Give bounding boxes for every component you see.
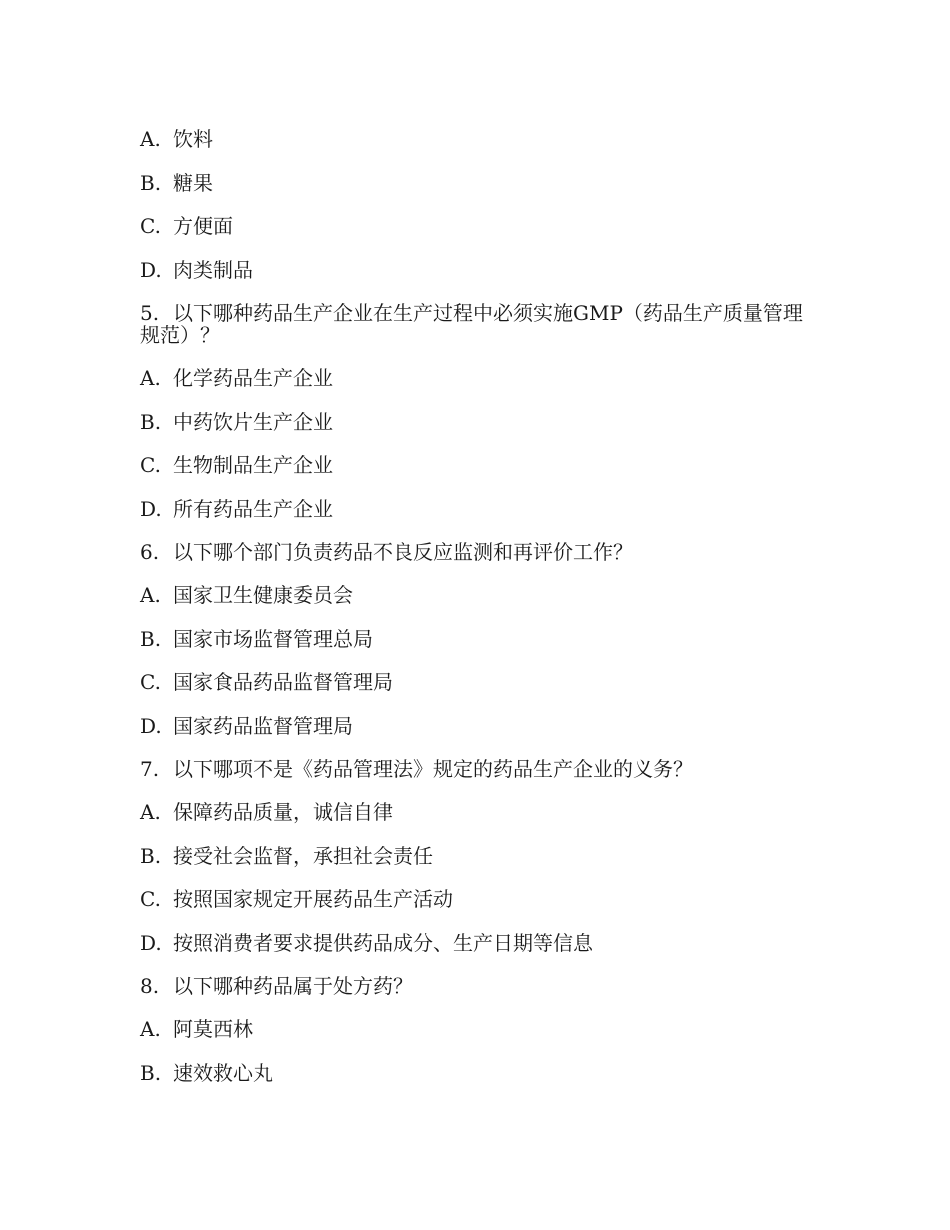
option-text: 国家市场监督管理总局	[173, 626, 373, 651]
question-text: 以下哪种药品属于处方药？	[173, 974, 413, 998]
option-label: A.	[140, 1017, 161, 1041]
option-line	[140, 215, 820, 237]
question-text: 以下哪种药品生产企业在生产过程中必须实施GMP（药品生产质量管理规范）？	[140, 301, 803, 347]
option-line	[140, 172, 820, 194]
option-text: 化学药品生产企业	[173, 366, 333, 390]
option-label: A.	[140, 366, 161, 390]
question-number: 5.	[140, 301, 160, 325]
option-label: D.	[140, 930, 162, 955]
option-text: 按照消费者要求提供药品成分、生产日期等信息	[173, 930, 593, 955]
option-label: C.	[140, 887, 161, 911]
option-label: C.	[140, 670, 161, 694]
option-line	[140, 888, 820, 910]
option-text: 中药饮片生产企业	[173, 409, 333, 434]
option-line	[140, 671, 820, 693]
question-number: 8.	[140, 974, 160, 998]
question-line	[140, 302, 820, 346]
option-text: 国家药品监督管理局	[173, 713, 353, 738]
option-line	[140, 628, 820, 650]
option-line	[140, 498, 820, 520]
option-label: D.	[140, 713, 162, 738]
option-label: D.	[140, 257, 162, 282]
question-number: 7.	[140, 757, 160, 781]
option-line	[140, 1062, 820, 1084]
option-line	[140, 259, 820, 281]
option-text: 饮料	[173, 127, 213, 151]
option-text: 国家卫生健康委员会	[173, 583, 353, 607]
option-label: D.	[140, 496, 162, 521]
option-line	[140, 1018, 820, 1040]
question-text: 以下哪个部门负责药品不良反应监测和再评价工作？	[173, 540, 633, 564]
option-line	[140, 584, 820, 606]
option-text: 阿莫西林	[173, 1017, 253, 1041]
option-line	[140, 845, 820, 867]
option-text: 国家食品药品监督管理局	[173, 670, 393, 694]
option-label: B.	[140, 409, 162, 434]
option-line	[140, 411, 820, 433]
document-body	[140, 128, 820, 1105]
option-text: 接受社会监督，承担社会责任	[173, 843, 433, 868]
option-label: A.	[140, 583, 161, 607]
option-label: B.	[140, 843, 162, 868]
option-label: B.	[140, 170, 162, 195]
option-line	[140, 128, 820, 150]
option-label: C.	[140, 453, 161, 477]
option-text: 糖果	[173, 170, 213, 195]
option-text: 速效救心丸	[173, 1060, 273, 1085]
option-label: C.	[140, 214, 161, 238]
option-line	[140, 932, 820, 954]
option-text: 所有药品生产企业	[173, 496, 333, 521]
option-label: A.	[140, 127, 161, 151]
option-text: 生物制品生产企业	[173, 453, 333, 477]
option-label: B.	[140, 1060, 162, 1085]
question-text: 以下哪项不是《药品管理法》规定的药品生产企业的义务？	[173, 757, 693, 781]
option-label: B.	[140, 626, 162, 651]
option-line	[140, 367, 820, 389]
option-text: 保障药品质量，诚信自律	[173, 800, 393, 824]
option-line	[140, 454, 820, 476]
option-line	[140, 801, 820, 823]
question-number: 6.	[140, 540, 160, 564]
option-label: A.	[140, 800, 161, 824]
question-line	[140, 975, 820, 997]
option-line	[140, 715, 820, 737]
question-line	[140, 758, 820, 780]
option-text: 方便面	[173, 214, 233, 238]
option-text: 按照国家规定开展药品生产活动	[173, 887, 453, 911]
question-line	[140, 541, 820, 563]
option-text: 肉类制品	[173, 257, 253, 282]
